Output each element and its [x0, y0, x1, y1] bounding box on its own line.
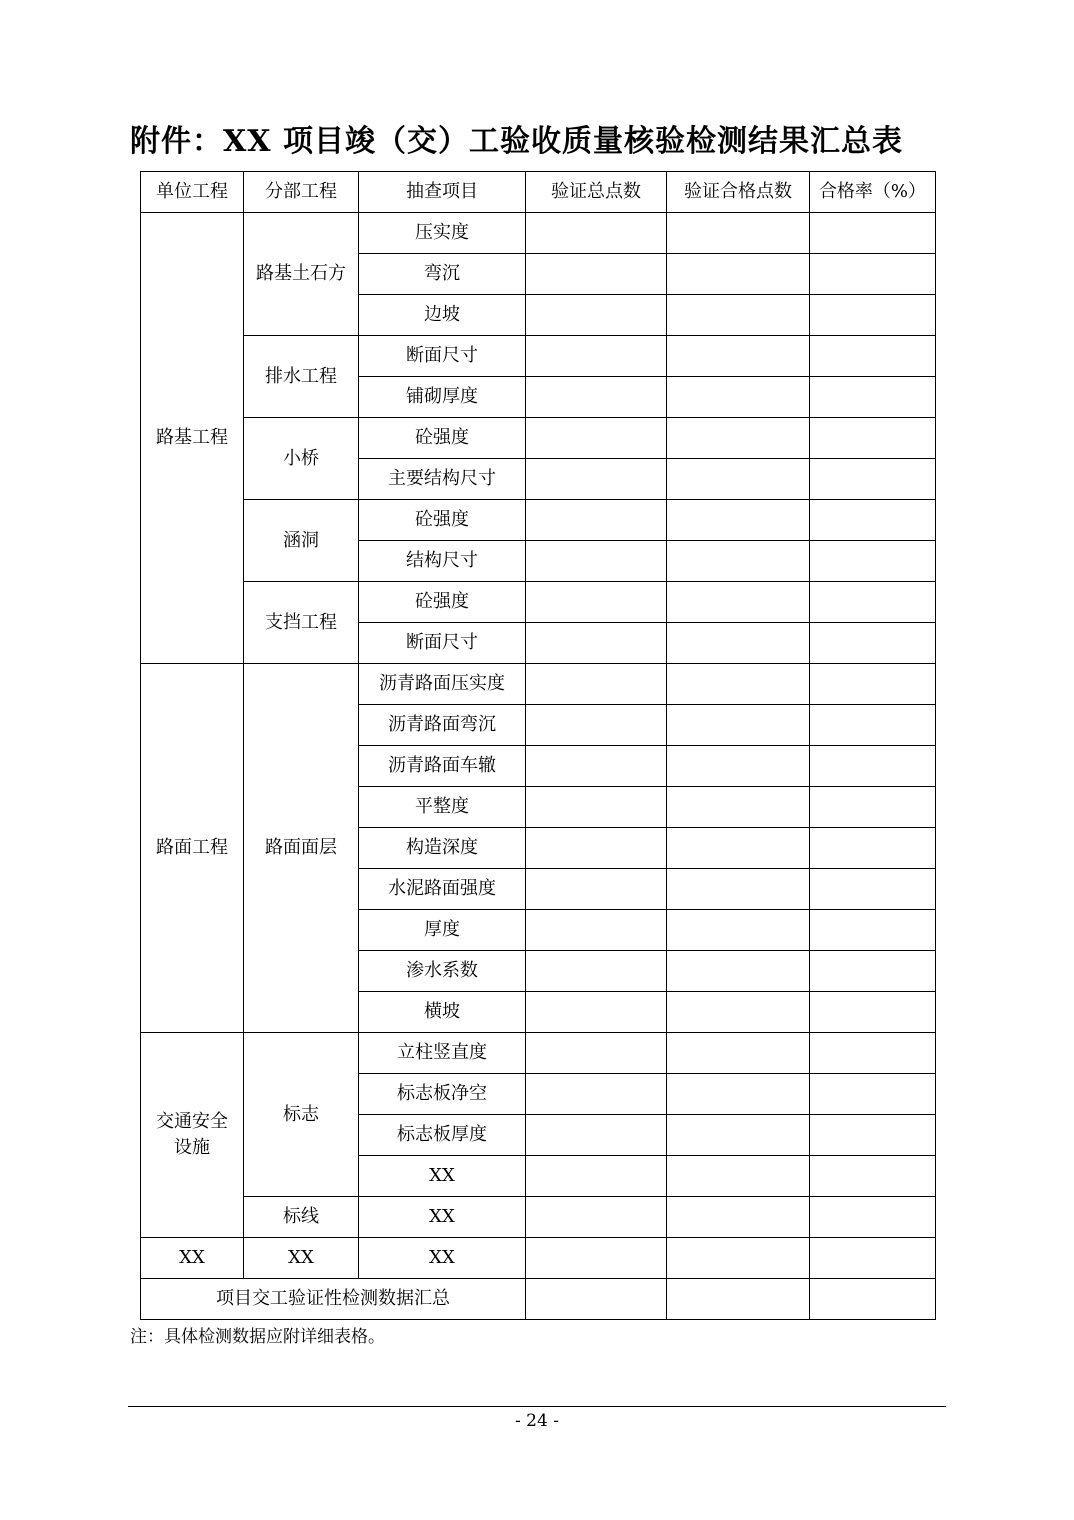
qualified-points-cell: [667, 213, 810, 254]
check-item-cell: 标志板厚度: [359, 1115, 526, 1156]
check-item-cell: 砼强度: [359, 418, 526, 459]
pass-rate-cell: [810, 664, 936, 705]
pass-rate-cell: [810, 500, 936, 541]
qualified-points-cell: [667, 828, 810, 869]
pass-rate-cell: [810, 1074, 936, 1115]
total-points-cell: [526, 1279, 667, 1320]
check-item-cell: 边坡: [359, 295, 526, 336]
check-item-cell: 沥青路面压实度: [359, 664, 526, 705]
pass-rate-cell: [810, 746, 936, 787]
check-item-cell: 沥青路面车辙: [359, 746, 526, 787]
check-item-cell: 厚度: [359, 910, 526, 951]
total-points-cell: [526, 254, 667, 295]
check-item-cell: 沥青路面弯沉: [359, 705, 526, 746]
pass-rate-cell: [810, 295, 936, 336]
qualified-points-cell: [667, 869, 810, 910]
table-note: 注：具体检测数据应附详细表格。: [130, 1327, 385, 1347]
total-points-cell: [526, 828, 667, 869]
check-item-cell: 结构尺寸: [359, 541, 526, 582]
total-points-cell: [526, 418, 667, 459]
total-points-cell: [526, 295, 667, 336]
header-cell: 抽查项目: [359, 172, 526, 213]
qualified-points-cell: [667, 1279, 810, 1320]
pass-rate-cell: [810, 254, 936, 295]
pass-rate-cell: [810, 418, 936, 459]
division-cell: 路面面层: [244, 664, 359, 1033]
pass-rate-cell: [810, 787, 936, 828]
pass-rate-cell: [810, 377, 936, 418]
total-points-cell: [526, 541, 667, 582]
pass-rate-cell: [810, 213, 936, 254]
total-points-cell: [526, 910, 667, 951]
check-item-cell: XX: [359, 1156, 526, 1197]
header-cell: 验证合格点数: [667, 172, 810, 213]
qualified-points-cell: [667, 1156, 810, 1197]
qualified-points-cell: [667, 910, 810, 951]
qualified-points-cell: [667, 992, 810, 1033]
check-item-cell: XX: [359, 1197, 526, 1238]
pass-rate-cell: [810, 951, 936, 992]
unit-project-label: 交通安全 设施: [156, 1111, 228, 1158]
pass-rate-cell: [810, 1238, 936, 1279]
check-item-cell: 构造深度: [359, 828, 526, 869]
unit-project-label: 路基工程: [156, 427, 228, 448]
total-points-cell: [526, 1238, 667, 1279]
pass-rate-cell: [810, 1197, 936, 1238]
table-header-row: [141, 172, 936, 213]
check-item-cell: 断面尺寸: [359, 623, 526, 664]
check-item-cell: 渗水系数: [359, 951, 526, 992]
total-points-cell: [526, 992, 667, 1033]
page-number: - 24 -: [515, 1411, 559, 1431]
pass-rate-cell: [810, 459, 936, 500]
qualified-points-cell: [667, 500, 810, 541]
qualified-points-cell: [667, 254, 810, 295]
total-points-cell: [526, 213, 667, 254]
qualified-points-cell: [667, 1074, 810, 1115]
division-cell: 路基土石方: [244, 213, 359, 336]
qualified-points-cell: [667, 705, 810, 746]
check-item-cell: 压实度: [359, 213, 526, 254]
total-points-cell: [526, 336, 667, 377]
footer-divider: [128, 1406, 946, 1407]
summary-label-cell: 项目交工验证性检测数据汇总: [141, 1279, 526, 1320]
qualified-points-cell: [667, 336, 810, 377]
division-cell: 标线: [244, 1197, 359, 1238]
header-cell: 单位工程: [141, 172, 244, 213]
pass-rate-cell: [810, 992, 936, 1033]
qualified-points-cell: [667, 418, 810, 459]
check-item-cell: 横坡: [359, 992, 526, 1033]
unit-project-label: 路面工程: [156, 837, 228, 858]
qualified-points-cell: [667, 746, 810, 787]
qualified-points-cell: [667, 459, 810, 500]
total-points-cell: [526, 1074, 667, 1115]
unit-project-cell: [141, 1238, 244, 1279]
pass-rate-cell: [810, 582, 936, 623]
division-cell: 支挡工程: [244, 582, 359, 664]
qualified-points-cell: [667, 1033, 810, 1074]
header-cell: 分部工程: [244, 172, 359, 213]
qualified-points-cell: [667, 1115, 810, 1156]
total-points-cell: [526, 377, 667, 418]
header-cell: 合格率（%）: [810, 172, 936, 213]
total-points-cell: [526, 664, 667, 705]
division-cell: 标志: [244, 1033, 359, 1197]
pass-rate-cell: [810, 336, 936, 377]
total-points-cell: [526, 459, 667, 500]
division-cell: 排水工程: [244, 336, 359, 418]
division-cell: 涵洞: [244, 500, 359, 582]
qualified-points-cell: [667, 541, 810, 582]
pass-rate-cell: [810, 623, 936, 664]
total-points-cell: [526, 1156, 667, 1197]
qualified-points-cell: [667, 1238, 810, 1279]
total-points-cell: [526, 787, 667, 828]
pass-rate-cell: [810, 705, 936, 746]
division-cell: 小桥: [244, 418, 359, 500]
total-points-cell: [526, 705, 667, 746]
qualified-points-cell: [667, 377, 810, 418]
pass-rate-cell: [810, 869, 936, 910]
check-item-cell: 断面尺寸: [359, 336, 526, 377]
qualified-points-cell: [667, 623, 810, 664]
table-row: [141, 1033, 936, 1074]
table-row: [141, 336, 936, 377]
pass-rate-cell: [810, 910, 936, 951]
total-points-cell: [526, 951, 667, 992]
qualified-points-cell: [667, 582, 810, 623]
check-item-cell: 平整度: [359, 787, 526, 828]
qualified-points-cell: [667, 787, 810, 828]
check-item-cell: 主要结构尺寸: [359, 459, 526, 500]
check-item-cell: 铺砌厚度: [359, 377, 526, 418]
check-item-cell: 立柱竖直度: [359, 1033, 526, 1074]
check-item-cell: XX: [359, 1238, 526, 1279]
unit-project-cell: [141, 1033, 244, 1238]
table-row: [141, 1197, 936, 1238]
total-points-cell: [526, 746, 667, 787]
unit-project-cell: [141, 664, 244, 1033]
check-item-cell: 弯沉: [359, 254, 526, 295]
total-points-cell: [526, 1115, 667, 1156]
pass-rate-cell: [810, 1279, 936, 1320]
pass-rate-cell: [810, 1115, 936, 1156]
check-item-cell: 砼强度: [359, 582, 526, 623]
document-title: 附件：XX 项目竣（交）工验收质量核验检测结果汇总表: [130, 124, 903, 159]
pass-rate-cell: [810, 541, 936, 582]
table-row: [141, 582, 936, 623]
table-row: [141, 664, 936, 705]
total-points-cell: [526, 582, 667, 623]
inspection-summary-table: [140, 171, 936, 1320]
unit-project-label: XX: [179, 1247, 205, 1268]
total-points-cell: [526, 623, 667, 664]
qualified-points-cell: [667, 951, 810, 992]
table-row: [141, 418, 936, 459]
check-item-cell: 水泥路面强度: [359, 869, 526, 910]
pass-rate-cell: [810, 1156, 936, 1197]
qualified-points-cell: [667, 295, 810, 336]
table-row: [141, 1238, 936, 1279]
total-points-cell: [526, 1033, 667, 1074]
table-row: [141, 213, 936, 254]
table-row: [141, 500, 936, 541]
total-points-cell: [526, 500, 667, 541]
header-cell: 验证总点数: [526, 172, 667, 213]
summary-row: [141, 1279, 936, 1320]
check-item-cell: 砼强度: [359, 500, 526, 541]
unit-project-cell: [141, 213, 244, 664]
qualified-points-cell: [667, 1197, 810, 1238]
total-points-cell: [526, 869, 667, 910]
qualified-points-cell: [667, 664, 810, 705]
total-points-cell: [526, 1197, 667, 1238]
check-item-cell: 标志板净空: [359, 1074, 526, 1115]
pass-rate-cell: [810, 1033, 936, 1074]
pass-rate-cell: [810, 828, 936, 869]
division-cell: XX: [244, 1238, 359, 1279]
